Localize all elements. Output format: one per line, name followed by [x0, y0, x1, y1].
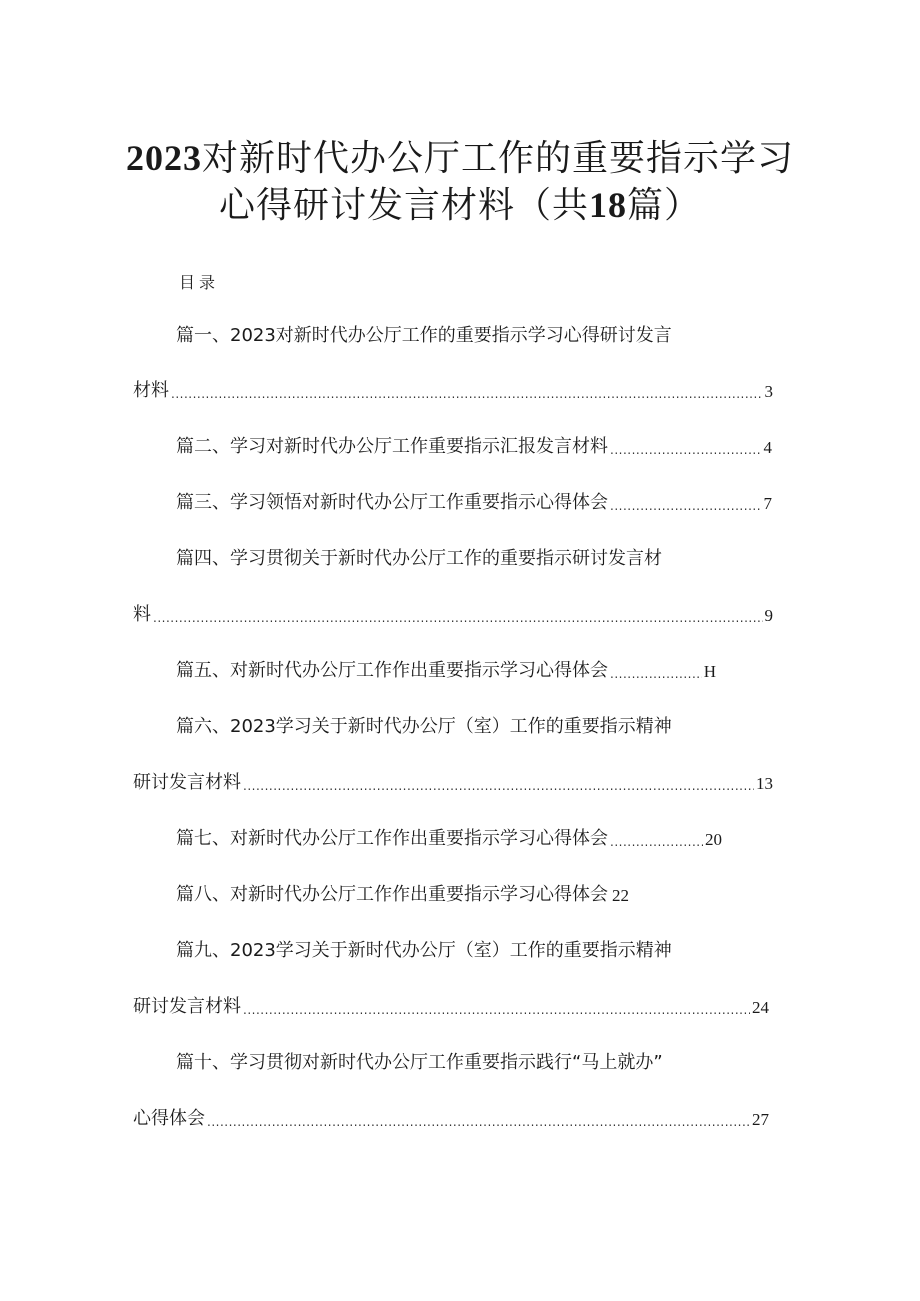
toc-entry-text: 篇二、学习对新时代办公厅工作重要指示汇报发言材料 — [176, 436, 608, 457]
toc-entry-1-line-1[interactable] — [176, 327, 672, 345]
toc-entry-text: 篇八、对新时代办公厅工作作出重要指示学习心得体会 — [176, 884, 608, 905]
leader-dots — [207, 1116, 750, 1128]
leader-dots — [610, 444, 762, 456]
toc-entry-text: 篇三、学习领悟对新时代办公厅工作重要指示心得体会 — [176, 492, 608, 513]
toc-entry-6-line-1[interactable] — [176, 718, 672, 736]
toc-page-number: 9 — [764, 606, 773, 625]
toc-entry-8[interactable] — [176, 886, 629, 904]
toc-entry-9-line-1[interactable] — [176, 942, 672, 960]
title-text-1: 对新时代办公厅工作的重要指示学习 — [201, 138, 794, 179]
toc-entry-text: 研讨发言材料 — [133, 772, 241, 793]
title-text-2b: 篇） — [627, 185, 702, 226]
leader-dots — [610, 500, 762, 512]
leader-dots — [610, 668, 702, 680]
toc-page-number: 13 — [756, 774, 773, 793]
toc-entry-text: 篇一、2023对新时代办公厅工作的重要指示学习心得研讨发言 — [176, 325, 672, 346]
document-title-line-2 — [60, 187, 860, 224]
toc-entry-text: 心得体会 — [133, 1108, 205, 1129]
title-count: 18 — [589, 185, 627, 225]
leader-dots — [153, 612, 763, 624]
toc-entry-text: 篇十、学习贯彻对新时代办公厅工作重要指示践行“马上就办” — [176, 1052, 663, 1073]
toc-entry-2[interactable] — [176, 438, 772, 456]
toc-page-number: 4 — [763, 438, 772, 457]
toc-entry-text: 研讨发言材料 — [133, 996, 241, 1017]
toc-page-number: 7 — [763, 494, 772, 513]
toc-entry-10-line-1[interactable] — [176, 1054, 663, 1072]
toc-page-number: 27 — [752, 1110, 769, 1129]
leader-dots — [243, 1004, 750, 1016]
toc-entry-9-line-2[interactable] — [133, 998, 769, 1016]
toc-page-number: 22 — [612, 886, 629, 905]
toc-entry-5[interactable] — [176, 662, 716, 680]
toc-heading: 目录 — [179, 273, 220, 292]
toc-entry-4-line-2[interactable] — [133, 606, 773, 624]
toc-entry-text: 篇四、学习贯彻关于新时代办公厅工作的重要指示研讨发言材 — [176, 548, 662, 569]
toc-entry-7[interactable] — [176, 830, 722, 848]
toc-page-number: 24 — [752, 998, 769, 1017]
leader-dots — [243, 780, 754, 792]
toc-entry-text: 料 — [133, 604, 151, 625]
toc-entry-text: 篇七、对新时代办公厅工作作出重要指示学习心得体会 — [176, 828, 608, 849]
toc-page-number: H — [703, 662, 716, 681]
toc-entry-text: 篇五、对新时代办公厅工作作出重要指示学习心得体会 — [176, 660, 608, 681]
toc-entry-text: 材料 — [133, 380, 169, 401]
leader-dots — [610, 836, 703, 848]
toc-entry-text: 篇九、2023学习关于新时代办公厅（室）工作的重要指示精神 — [176, 940, 672, 961]
toc-entry-3[interactable] — [176, 494, 772, 512]
toc-page-number: 3 — [764, 382, 773, 401]
title-text-2a: 心得研讨发言材料（共 — [218, 185, 589, 226]
toc-entry-1-line-2[interactable] — [133, 382, 773, 400]
toc-entry-4-line-1[interactable] — [176, 550, 662, 568]
document-title-line-1 — [60, 140, 860, 177]
toc-page-number: 20 — [705, 830, 722, 849]
toc-entry-text: 篇六、2023学习关于新时代办公厅（室）工作的重要指示精神 — [176, 716, 672, 737]
toc-entry-6-line-2[interactable] — [133, 774, 773, 792]
leader-dots — [171, 388, 763, 400]
title-year: 2023 — [125, 138, 202, 178]
toc-entry-10-line-2[interactable] — [133, 1110, 769, 1128]
